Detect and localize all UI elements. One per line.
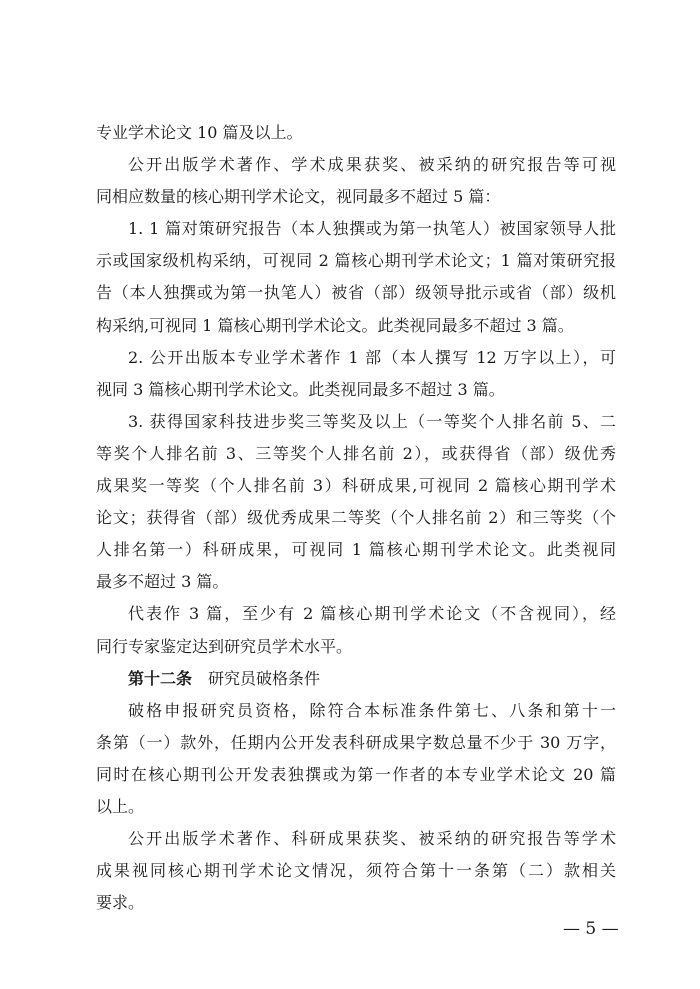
- text-line: 人排名第一）科研成果，可视同 1 篇核心期刊学术论文。此类视同: [96, 540, 616, 560]
- text-line: 公开出版学术著作、学术成果获奖、被采纳的研究报告等可视: [128, 155, 616, 175]
- text-line: 代表作 3 篇，至少有 2 篇核心期刊学术论文（不含视同），经: [128, 604, 616, 624]
- text-line: 成果视同核心期刊学术论文情况，须符合第十一条第（二）款相关: [96, 861, 616, 881]
- text-line: 等奖个人排名前 3、三等奖个人排名前 2），或获得省（部）级优秀: [96, 443, 616, 463]
- text-line: 破格申报研究员资格，除符合本标准条件第七、八条和第十一: [128, 700, 616, 720]
- text-line: 以上。: [96, 796, 145, 816]
- page-number: — 5 —: [563, 919, 619, 939]
- article-heading: [96, 663, 616, 695]
- text-line: 公开出版学术著作、科研成果获奖、被采纳的研究报告等学术: [128, 829, 616, 849]
- text-line: 构采纳,可视同 1 篇核心期刊学术论文。此类视同最多不超过 3 篇。: [96, 315, 574, 335]
- text-line: 条第（一）款外，任期内公开发表科研成果字数总量不少于 30 万字，: [96, 732, 616, 752]
- text-line: 告（本人独撰或为第一执笔人）被省（部）级领导批示或省（部）级机: [96, 283, 616, 303]
- article-title: 第十二条: [128, 668, 193, 688]
- text-line: 视同 3 篇核心期刊学术论文。此类视同最多不超过 3 篇。: [96, 379, 505, 399]
- text-line: 1. 1 篇对策研究报告（本人独撰或为第一执笔人）被国家领导人批: [128, 219, 616, 239]
- text-line: 成果奖一等奖（个人排名前 3）科研成果,可视同 2 篇核心期刊学术: [96, 476, 616, 496]
- text-line: 最多不超过 3 篇。: [96, 572, 229, 592]
- body-text: [96, 117, 616, 919]
- text-line: 示或国家级机构采纳，可视同 2 篇核心期刊学术论文；1 篇对策研究报: [96, 251, 616, 271]
- text-line: 论文；获得省（部）级优秀成果二等奖（个人排名前 2）和三等奖（个: [96, 508, 616, 528]
- text-line: 同行专家鉴定达到研究员学术水平。: [96, 636, 353, 656]
- text-line: 2. 公开出版本专业学术著作 1 部（本人撰写 12 万字以上），可: [128, 347, 616, 367]
- text-line: 同时在核心期刊公开发表独撰或为第一作者的本专业学术论文 20 篇: [96, 764, 616, 784]
- text-line: 3. 获得国家科技进步奖三等奖及以上（一等奖个人排名前 5、二: [128, 411, 616, 431]
- article-subtitle: 研究员破格条件: [208, 668, 321, 688]
- text-line: 同相应数量的核心期刊学术论文，视同最多不超过 5 篇：: [96, 187, 501, 207]
- text-line: 专业学术论文 10 篇及以上。: [96, 123, 303, 142]
- text-line: 要求。: [96, 893, 145, 913]
